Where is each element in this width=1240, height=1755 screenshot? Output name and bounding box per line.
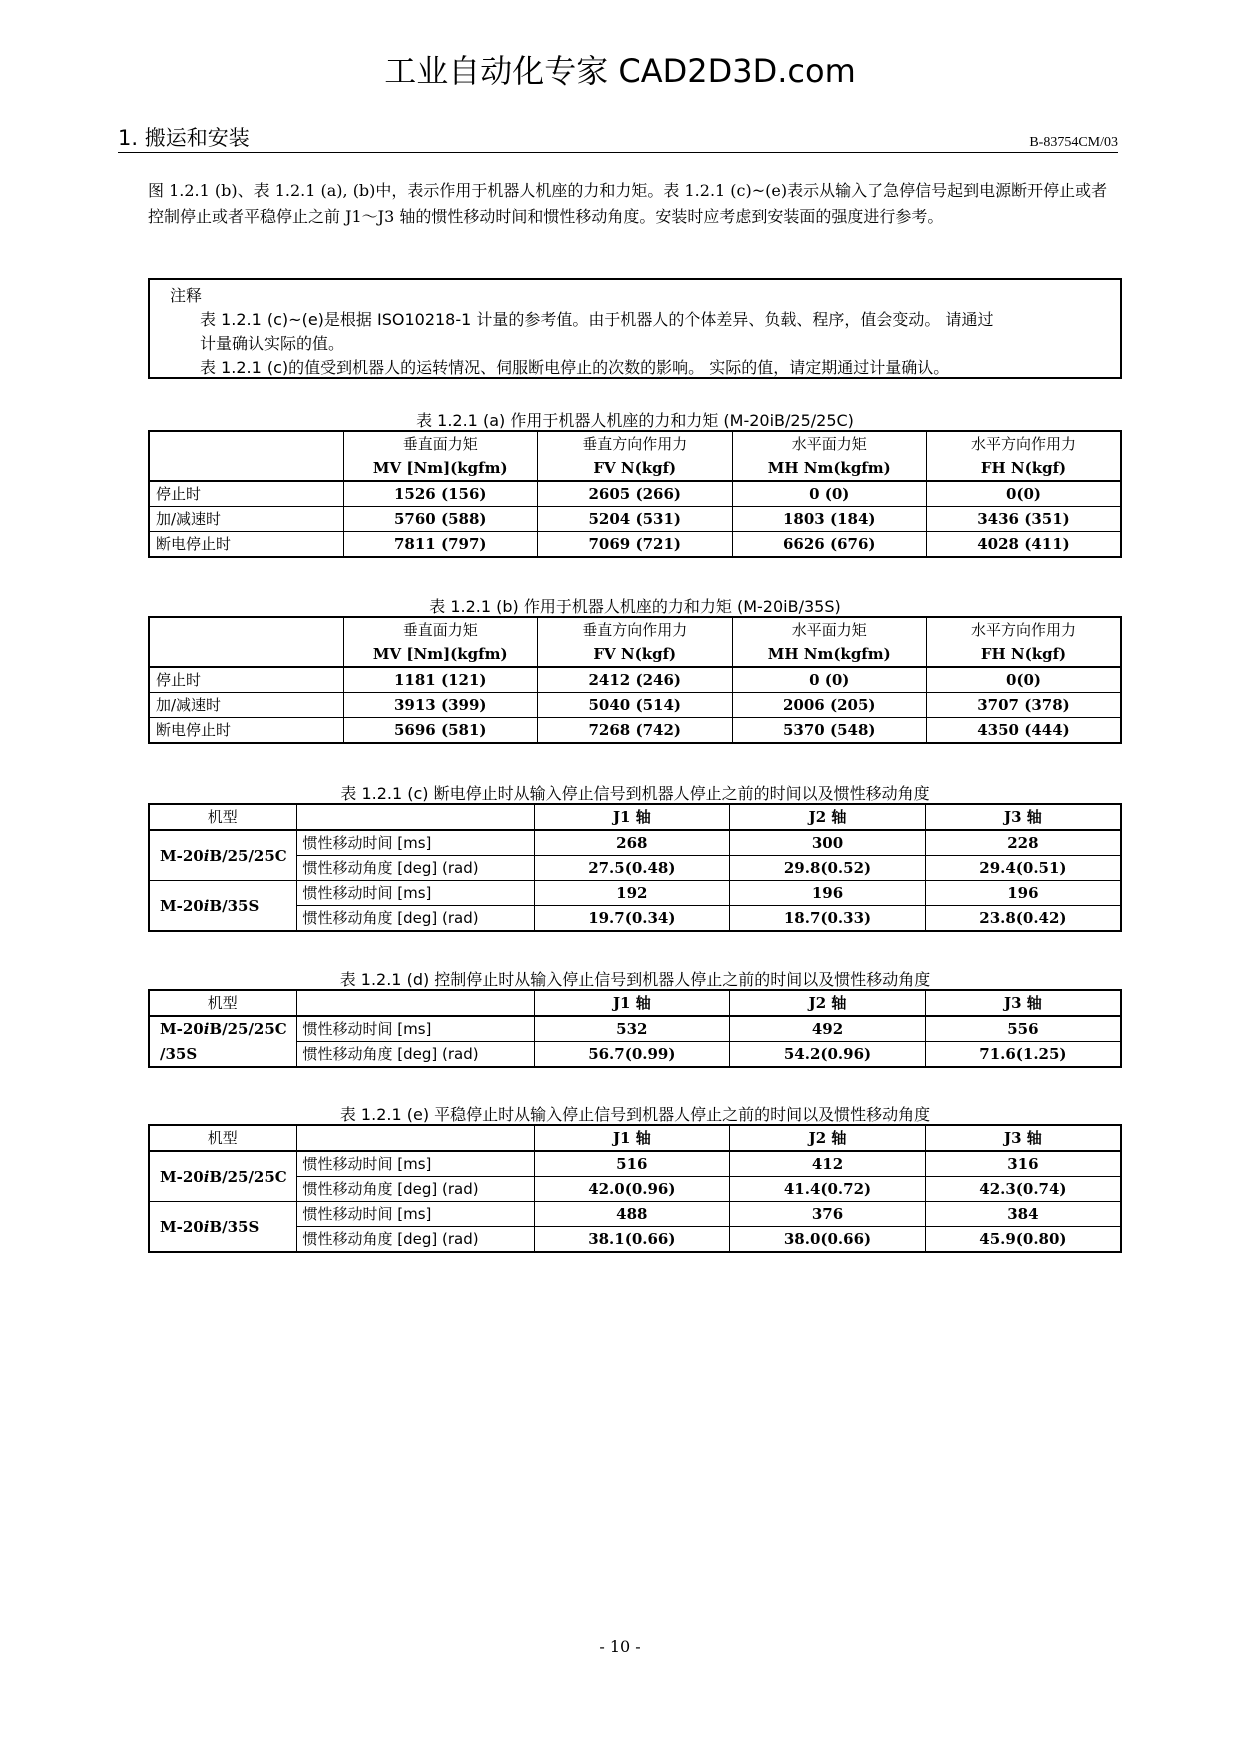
cell: 1803 (184)	[732, 507, 927, 532]
table-d-caption: 表 1.2.1 (d) 控制停止时从输入停止信号到机器人停止之前的时间以及惯性移动角度	[339, 970, 931, 989]
col-unit: MV [Nm](kgfm)	[343, 642, 538, 667]
metric-label: 惯性移动时间 [ms]	[296, 881, 534, 906]
row-label: 加/减速时	[149, 507, 343, 532]
col-unit: FV N(kgf)	[538, 456, 733, 481]
table-row	[149, 1016, 1121, 1042]
table-b-caption: 表 1.2.1 (b) 作用于机器人机座的力和力矩 (M-20iB/35S)	[429, 597, 841, 616]
cell: 196	[925, 881, 1121, 906]
col-header-j3: J3 轴	[925, 990, 1121, 1016]
cell: 384	[925, 1202, 1121, 1227]
empty-header-cell	[149, 431, 343, 481]
cell: 268	[534, 830, 730, 856]
cell: 7069 (721)	[538, 532, 733, 558]
model-name: M-20iB/35S	[149, 1202, 296, 1253]
cell: 23.8(0.42)	[925, 906, 1121, 932]
cell: 228	[925, 830, 1121, 856]
row-label: 加/减速时	[149, 693, 343, 718]
col-header-j2: J2 轴	[730, 1125, 926, 1151]
cell: 6626 (676)	[732, 532, 927, 558]
col-header-j1: J1 轴	[534, 1125, 730, 1151]
table-row	[149, 881, 1121, 906]
cell: 4028 (411)	[927, 532, 1122, 558]
cell: 192	[534, 881, 730, 906]
cell: 7268 (742)	[538, 718, 733, 744]
table-d	[148, 989, 1122, 1068]
cell: 1526 (156)	[343, 481, 538, 507]
empty-header-cell	[296, 804, 534, 830]
col-header: 水平面力矩	[732, 431, 927, 456]
cell: 18.7(0.33)	[730, 906, 926, 932]
col-unit: FH N(kgf)	[927, 456, 1122, 481]
col-header: 垂直方向作用力	[538, 617, 733, 642]
col-header: 水平方向作用力	[927, 431, 1122, 456]
col-header-j2: J2 轴	[730, 990, 926, 1016]
cell: 556	[925, 1016, 1121, 1042]
metric-label: 惯性移动时间 [ms]	[296, 1202, 534, 1227]
table-row	[149, 1151, 1121, 1177]
cell: 5040 (514)	[538, 693, 733, 718]
cell: 0(0)	[927, 667, 1122, 693]
empty-header-cell	[296, 990, 534, 1016]
table-e-caption: 表 1.2.1 (e) 平稳停止时从输入停止信号到机器人停止之前的时间以及惯性移动角度	[339, 1105, 931, 1124]
col-unit: MH Nm(kgfm)	[732, 456, 927, 481]
table-row	[149, 1042, 1121, 1068]
cell: 532	[534, 1016, 730, 1042]
col-header-j1: J1 轴	[534, 804, 730, 830]
metric-label: 惯性移动角度 [deg] (rad)	[296, 1177, 534, 1202]
cell: 196	[730, 881, 926, 906]
cell: 38.1(0.66)	[534, 1227, 730, 1253]
cell: 71.6(1.25)	[925, 1042, 1121, 1068]
cell: 3707 (378)	[927, 693, 1122, 718]
model-name: M-20iB/35S	[149, 881, 296, 932]
cell: 41.4(0.72)	[730, 1177, 926, 1202]
cell: 2006 (205)	[732, 693, 927, 718]
cell: 376	[730, 1202, 926, 1227]
table-row	[149, 693, 1121, 718]
model-name: M-20iB/25/25C	[149, 830, 296, 881]
intro-paragraph: 图 1.2.1 (b)、表 1.2.1 (a), (b)中，表示作用于机器人机座的力和力矩。表 1.2.1 (c)~(e)表示从输入了急停信号起到电源断开停止或者控制停止或者平稳停止之前 J1～J3 轴的惯性移动时间和惯性移动角度。安装时应考虑到安装面的强度进行参考。	[148, 181, 1108, 226]
cell: 42.3(0.74)	[925, 1177, 1121, 1202]
table-row	[149, 532, 1121, 558]
table-a-caption: 表 1.2.1 (a) 作用于机器人机座的力和力矩 (M-20iB/25/25C)	[416, 411, 854, 430]
cell: 5760 (588)	[343, 507, 538, 532]
col-header-j3: J3 轴	[925, 1125, 1121, 1151]
col-header-model: 机型	[149, 1125, 296, 1151]
metric-label: 惯性移动角度 [deg] (rad)	[296, 1042, 534, 1068]
empty-header-cell	[296, 1125, 534, 1151]
document-code: B-83754CM/03	[1029, 135, 1118, 150]
table-row	[149, 1202, 1121, 1227]
cell: 27.5(0.48)	[534, 856, 730, 881]
cell: 300	[730, 830, 926, 856]
cell: 412	[730, 1151, 926, 1177]
col-unit: MH Nm(kgfm)	[732, 642, 927, 667]
section-title: 1. 搬运和安装	[118, 126, 250, 150]
cell: 0 (0)	[732, 667, 927, 693]
cell: 5696 (581)	[343, 718, 538, 744]
cell: 3913 (399)	[343, 693, 538, 718]
row-label: 停止时	[149, 481, 343, 507]
page-number: - 10 -	[599, 1637, 641, 1656]
model-name: M-20iB/25/25C	[149, 1016, 296, 1042]
metric-label: 惯性移动时间 [ms]	[296, 830, 534, 856]
row-label: 断电停止时	[149, 718, 343, 744]
model-name: M-20iB/25/25C	[149, 1151, 296, 1202]
metric-label: 惯性移动角度 [deg] (rad)	[296, 906, 534, 932]
cell: 0 (0)	[732, 481, 927, 507]
table-a	[148, 430, 1122, 558]
table-c-caption: 表 1.2.1 (c) 断电停止时从输入停止信号到机器人停止之前的时间以及惯性移动角度	[340, 784, 930, 803]
cell: 2605 (266)	[538, 481, 733, 507]
metric-label: 惯性移动角度 [deg] (rad)	[296, 856, 534, 881]
page-header	[118, 124, 1118, 153]
cell: 4350 (444)	[927, 718, 1122, 744]
cell: 488	[534, 1202, 730, 1227]
table-row	[149, 507, 1121, 532]
table-row	[149, 718, 1121, 744]
cell: 29.8(0.52)	[730, 856, 926, 881]
metric-label: 惯性移动时间 [ms]	[296, 1151, 534, 1177]
table-row	[149, 481, 1121, 507]
watermark-text: 工业自动化专家 CAD2D3D.com	[384, 52, 856, 90]
table-b	[148, 616, 1122, 744]
metric-label: 惯性移动角度 [deg] (rad)	[296, 1227, 534, 1253]
col-unit: FV N(kgf)	[538, 642, 733, 667]
note-box	[148, 278, 1122, 379]
cell: 42.0(0.96)	[534, 1177, 730, 1202]
col-header: 垂直面力矩	[343, 431, 538, 456]
col-unit: FH N(kgf)	[927, 642, 1122, 667]
metric-label: 惯性移动时间 [ms]	[296, 1016, 534, 1042]
note-line: 表 1.2.1 (c)~(e)是根据 ISO10218-1 计量的参考值。由于机器人的个体差异、负载、程序，值会变动。 请通过	[200, 310, 994, 329]
empty-header-cell	[149, 617, 343, 667]
table-c	[148, 803, 1122, 932]
row-label: 停止时	[149, 667, 343, 693]
note-line: 表 1.2.1 (c)的值受到机器人的运转情况、伺服断电停止的次数的影响。 实际的值，请定期通过计量确认。	[200, 358, 950, 377]
cell: 45.9(0.80)	[925, 1227, 1121, 1253]
cell: 0(0)	[927, 481, 1122, 507]
note-line: 计量确认实际的值。	[200, 334, 345, 353]
col-header: 水平面力矩	[732, 617, 927, 642]
col-header-model: 机型	[149, 804, 296, 830]
cell: 54.2(0.96)	[730, 1042, 926, 1068]
note-title: 注释	[170, 286, 203, 305]
cell: 38.0(0.66)	[730, 1227, 926, 1253]
table-e	[148, 1124, 1122, 1253]
cell: 5370 (548)	[732, 718, 927, 744]
table-row	[149, 667, 1121, 693]
col-header: 垂直方向作用力	[538, 431, 733, 456]
cell: 516	[534, 1151, 730, 1177]
cell: 5204 (531)	[538, 507, 733, 532]
cell: 316	[925, 1151, 1121, 1177]
col-unit: MV [Nm](kgfm)	[343, 456, 538, 481]
cell: 492	[730, 1016, 926, 1042]
table-row	[149, 830, 1121, 856]
cell: 56.7(0.99)	[534, 1042, 730, 1068]
model-name-cont: /35S	[149, 1042, 296, 1068]
col-header-j1: J1 轴	[534, 990, 730, 1016]
col-header: 垂直面力矩	[343, 617, 538, 642]
cell: 1181 (121)	[343, 667, 538, 693]
cell: 19.7(0.34)	[534, 906, 730, 932]
cell: 2412 (246)	[538, 667, 733, 693]
cell: 3436 (351)	[927, 507, 1122, 532]
col-header-model: 机型	[149, 990, 296, 1016]
cell: 7811 (797)	[343, 532, 538, 558]
col-header: 水平方向作用力	[927, 617, 1122, 642]
cell: 29.4(0.51)	[925, 856, 1121, 881]
row-label: 断电停止时	[149, 532, 343, 558]
col-header-j2: J2 轴	[730, 804, 926, 830]
col-header-j3: J3 轴	[925, 804, 1121, 830]
